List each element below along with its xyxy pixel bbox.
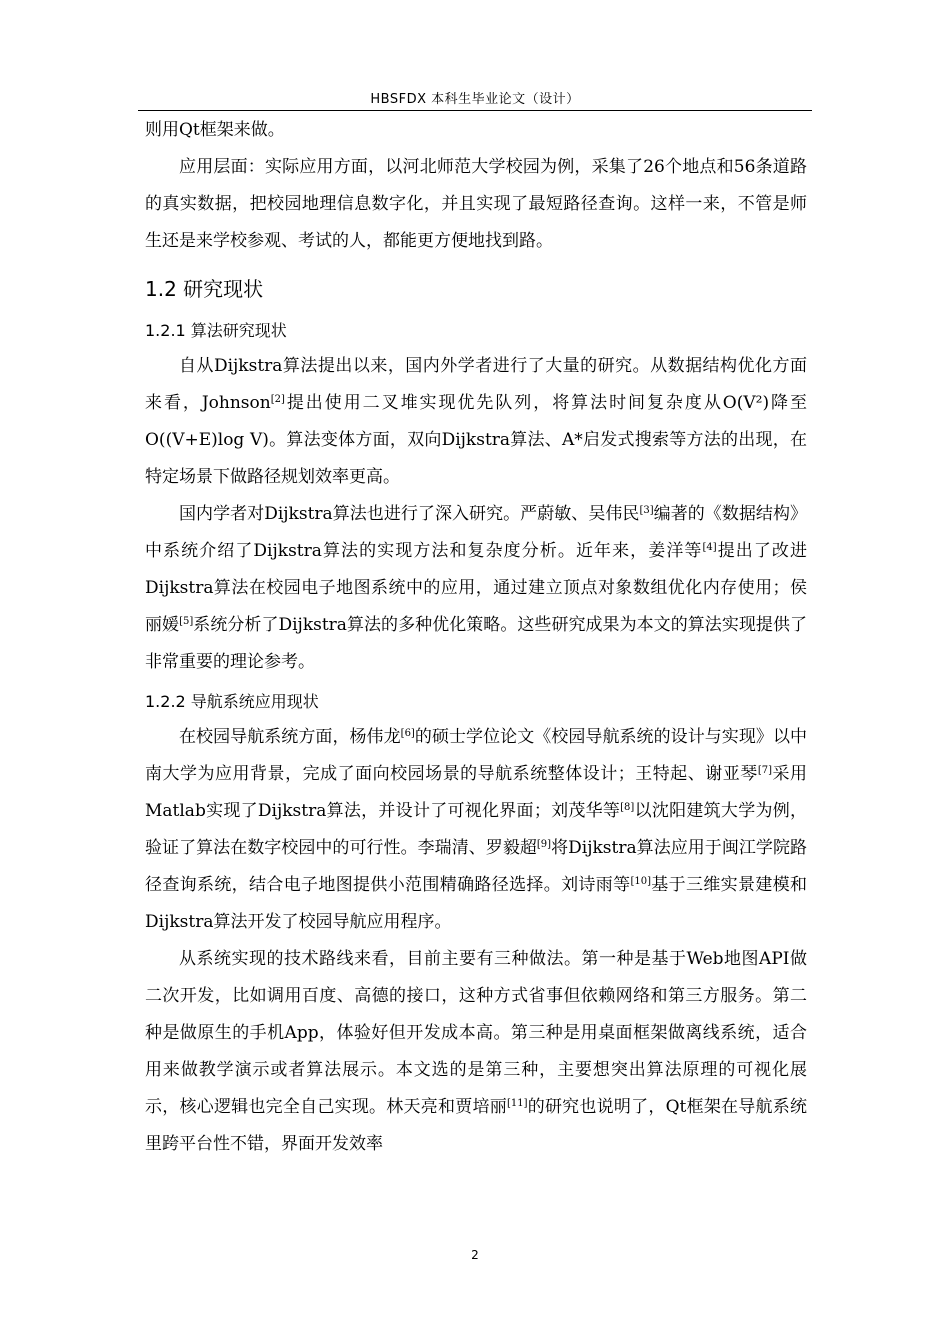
citation-ref: [5] bbox=[179, 616, 194, 627]
paragraph-domestic-research bbox=[145, 496, 807, 681]
section-heading-1-2: 1.2 研究现状 bbox=[145, 277, 264, 301]
citation-ref: [4] bbox=[702, 542, 717, 553]
text-run: 基于三维实景建模和Dijkstra算法开发了校园导航应用程序。 bbox=[145, 875, 808, 932]
citation-ref: [10] bbox=[630, 876, 651, 887]
paragraph-navigation-systems bbox=[145, 719, 807, 941]
paragraph-application-level: 应用层面：实际应用方面，以河北师范大学校园为例，采集了26个地点和56条道路的真实数据，把校园地理信息数字化，并且实现了最短路径查询。这样一来，不管是师生还是来学校参观、考试的人，都能更方便地找到路。 bbox=[145, 157, 807, 251]
text-run: 系统分析了Dijkstra算法的多种优化策略。这些研究成果为本文的算法实现提供了非常重要的理论参考。 bbox=[145, 615, 807, 672]
citation-ref: [3] bbox=[639, 505, 654, 516]
text-run: 国内学者对Dijkstra算法也进行了深入研究。严蔚敏、吴伟民 bbox=[179, 504, 640, 524]
text-run: 提出使用二叉堆实现优先队列，将算法时间复杂度从O(V²)降至O((V+E)log V)。算法变体方面，双向Dijkstra算法、A*启发式搜索等方法的出现，在特定场景下做路径规划效率更高。 bbox=[145, 393, 807, 487]
text-run: 采用Matlab实现了Dijkstra算法，并设计了可视化界面；刘茂华等 bbox=[145, 764, 808, 821]
page-body bbox=[145, 112, 807, 1163]
text-run: 自从Dijkstra算法提出以来，国内外学者进行了大量的研究。从数据结构优化方面来看，Johnson bbox=[145, 356, 807, 413]
header-rule bbox=[138, 110, 812, 111]
citation-ref: [8] bbox=[620, 802, 635, 813]
citation-ref: [7] bbox=[757, 765, 772, 776]
text-run: 将Dijkstra算法应用于闽江学院路径查询系统，结合电子地图提供小范围精确路径选择。刘诗雨等 bbox=[145, 838, 808, 895]
text-run: 从系统实现的技术路线来看，目前主要有三种做法。第一种是基于Web地图API做二次开发，比如调用百度、高德的接口，这种方式省事但依赖网络和第三方服务。第二种是做原生的手机App，体验好但开发成本高。第三种是用桌面框架做离线系统，适合用来做教学演示或者算法展示。本文选的是第三种，主要想突出算法原理的可视化展示，核心逻辑也完全自己实现。林天亮和贾培丽 bbox=[145, 949, 807, 1117]
text-run: 提出了改进Dijkstra算法在校园电子地图系统中的应用，通过建立顶点对象数组优化内存使用；侯丽媛 bbox=[145, 541, 807, 635]
text-run: 以沈阳建筑大学为例，验证了算法在数字校园中的可行性。李瑞清、罗毅超 bbox=[145, 801, 807, 858]
paragraph-algorithm-research bbox=[145, 348, 807, 496]
text-run: 在校园导航系统方面，杨伟龙 bbox=[179, 727, 401, 747]
subsection-heading-1-2-1: 1.2.1 算法研究现状 bbox=[145, 321, 287, 340]
page-number: 2 bbox=[471, 1248, 479, 1262]
citation-ref: [2] bbox=[270, 394, 285, 405]
citation-ref: [11] bbox=[506, 1098, 528, 1109]
citation-ref: [6] bbox=[400, 728, 415, 739]
paragraph-technical-routes bbox=[145, 941, 807, 1163]
paragraph-continuation: 则用Qt框架来做。 bbox=[145, 120, 285, 140]
text-run: 的研究也说明了，Qt框架在导航系统里跨平台性不错，界面开发效率 bbox=[145, 1097, 807, 1154]
text-run: 编著的《数据结构》中系统介绍了Dijkstra算法的实现方法和复杂度分析。近年来，姜洋等 bbox=[145, 504, 807, 561]
text-run: 的硕士学位论文《校园导航系统的设计与实现》以中南大学为应用背景，完成了面向校园场景的导航系统整体设计；王特起、谢亚琴 bbox=[145, 727, 808, 784]
citation-ref: [9] bbox=[536, 839, 552, 850]
running-header: HBSFDX 本科生毕业论文（设计） bbox=[370, 92, 580, 107]
subsection-heading-1-2-2: 1.2.2 导航系统应用现状 bbox=[145, 692, 319, 711]
